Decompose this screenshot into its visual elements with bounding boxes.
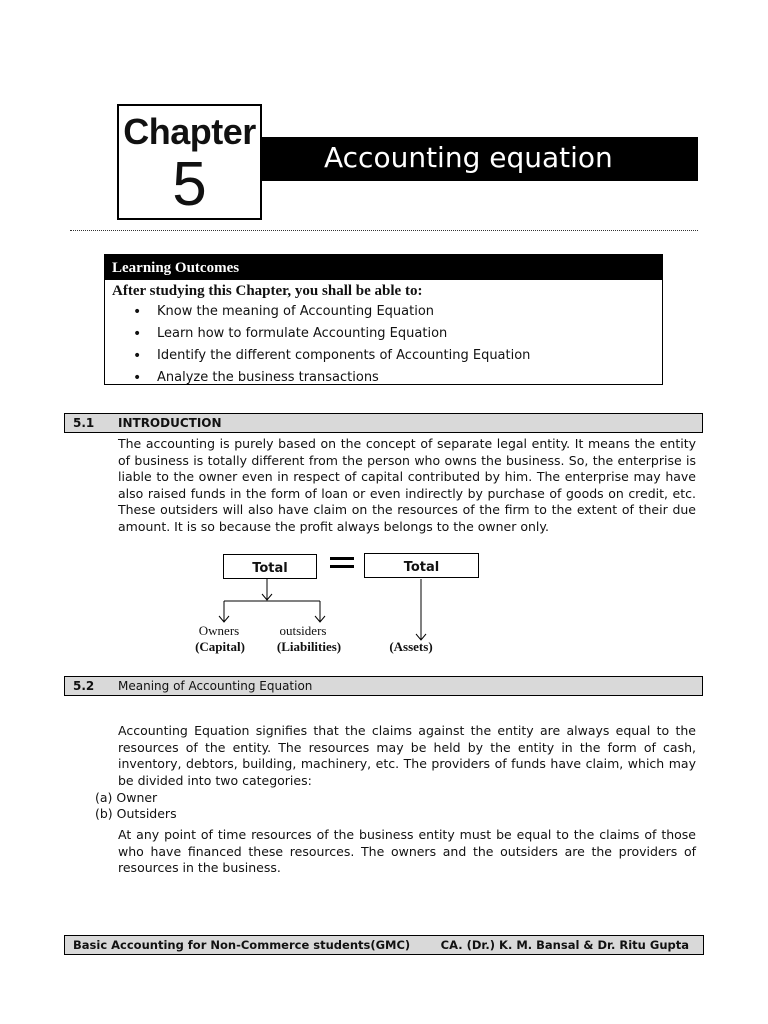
diagram-label-capital: (Capital) — [195, 639, 245, 654]
dotted-divider — [70, 230, 698, 231]
chapter-title: Accounting equation — [324, 141, 613, 174]
list-item-text: Identify the different components of Accounting Equation — [157, 348, 531, 363]
chapter-box — [117, 104, 262, 220]
diagram-label-liabilities: (Liabilities) — [276, 639, 342, 654]
bullet-icon: • — [133, 326, 142, 342]
page-footer — [64, 935, 704, 955]
category-item-outsiders: (b) Outsiders — [95, 806, 177, 821]
list-item — [105, 367, 530, 389]
equals-icon — [329, 555, 355, 571]
list-item — [105, 345, 530, 367]
section-title: Meaning of Accounting Equation — [118, 679, 313, 693]
chapter-word: Chapter — [123, 111, 256, 152]
section-number: 5.1 — [73, 416, 95, 430]
footer-book-title: Basic Accounting for Non-Commerce students(GMC) — [73, 938, 411, 952]
diagram-total-left-box: Total — [223, 554, 317, 579]
diagram-total-right-box: Total — [364, 553, 479, 578]
diagram-label-assets: (Assets) — [389, 639, 433, 654]
chapter-title-bar — [262, 137, 698, 181]
list-item-text: Learn how to formulate Accounting Equation — [157, 326, 448, 341]
list-item-text: Know the meaning of Accounting Equation — [157, 304, 435, 319]
meaning-paragraph: Accounting Equation signifies that the claims against the entity are always equal to the resources of the entity. The resources may be held by the entity in the form of cash, inventory, debtors, building, machinery, etc. The providers of funds have claim, which may be divided into two categories: — [118, 723, 696, 788]
section-number: 5.2 — [73, 679, 95, 693]
section-title: INTRODUCTION — [118, 416, 222, 430]
closing-paragraph: At any point of time resources of the business entity must be equal to the claims of those who have financed these resources. The owners and the outsiders are the providers of resources in the business. — [118, 827, 696, 876]
introduction-paragraph: The accounting is purely based on the concept of separate legal entity. It means the entity of business is totally different from the person who owns the business. So, the enterprise is liable to the owner even in respect of capital contributed by him. The enterprise may have also raised funds in the form of loan or even indirectly by purchase of goods on credit, etc. These outsiders will also have claim on the resources of the firm to the extent of their due amount. It is so because the profit always belongs to the owner only. — [118, 436, 696, 534]
category-item-owner: (a) Owner — [95, 790, 158, 805]
list-item — [105, 301, 530, 323]
learning-outcomes-list — [105, 301, 530, 389]
list-item-text: Analyze the business transactions — [157, 370, 379, 385]
learning-outcomes-box — [104, 254, 663, 385]
section-heading-meaning — [64, 676, 703, 696]
diagram-label-owners: Owners — [198, 623, 240, 638]
bullet-icon: • — [133, 370, 142, 386]
bullet-icon: • — [133, 348, 142, 364]
footer-authors: CA. (Dr.) K. M. Bansal & Dr. Ritu Gupta — [440, 938, 689, 952]
learning-outcomes-intro: After studying this Chapter, you shall be able to: — [112, 283, 423, 299]
bullet-icon: • — [133, 304, 142, 320]
diagram-label-outsiders: outsiders — [279, 623, 327, 638]
chapter-number: 5 — [172, 150, 207, 219]
section-heading-introduction — [64, 413, 703, 433]
learning-outcomes-header: Learning Outcomes — [105, 255, 662, 280]
list-item — [105, 323, 530, 345]
